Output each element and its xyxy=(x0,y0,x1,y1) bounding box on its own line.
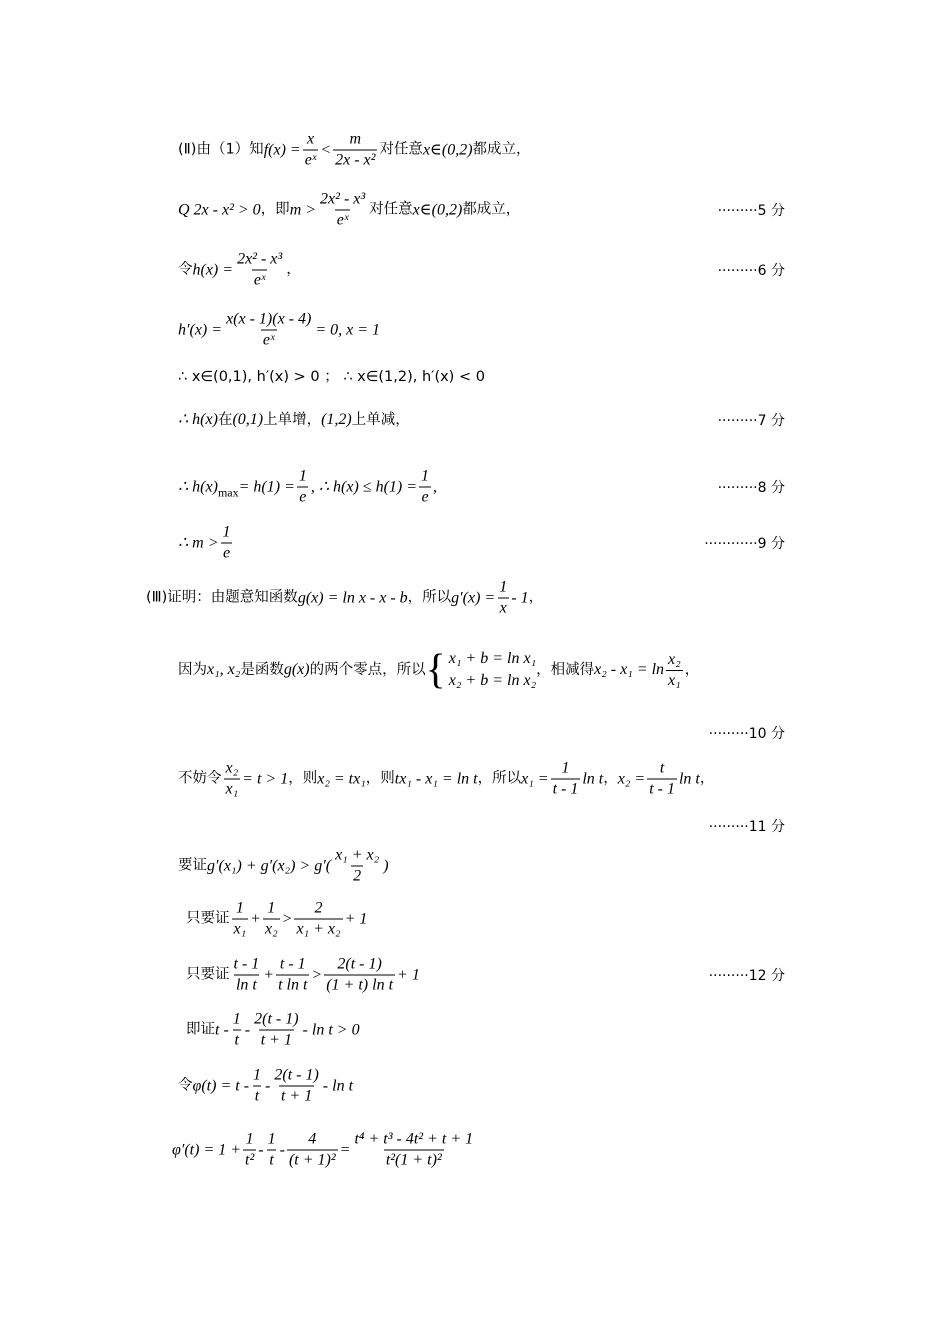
fraction xyxy=(497,580,509,617)
score-marker: ·········8 分 xyxy=(717,480,785,496)
line-content xyxy=(178,1068,353,1105)
text-run: - xyxy=(244,1021,251,1038)
text-run: ∴ m > xyxy=(178,534,219,551)
line-content xyxy=(186,1012,360,1049)
text-run: 令 xyxy=(178,261,193,278)
text-run: φ′(t) = 1 + xyxy=(172,1141,242,1158)
text-run: 在 xyxy=(217,411,233,428)
fraction xyxy=(297,469,309,506)
text-run: ，所以 xyxy=(407,589,452,606)
text-run: - 1 xyxy=(511,589,529,606)
fraction-denominator: eˣ xyxy=(262,331,275,349)
fraction-numerator: 1 xyxy=(245,1130,254,1148)
equation-row: x₂ + b = ln x₂ xyxy=(448,672,537,689)
text-run: = t > 1 xyxy=(242,770,289,787)
fraction xyxy=(272,1068,320,1105)
fraction-numerator: 2(t - 1) xyxy=(254,1010,299,1028)
fraction-numerator: 1 xyxy=(232,1010,241,1028)
text-run: g(x) xyxy=(283,661,310,678)
text-run: ，所以 xyxy=(477,770,522,787)
text-run: ， xyxy=(286,261,301,278)
fraction xyxy=(647,761,677,798)
fraction-numerator: 1 xyxy=(253,1066,262,1084)
fraction-numerator: 1 xyxy=(222,523,231,541)
line-content xyxy=(186,901,367,938)
fraction xyxy=(419,469,431,506)
text-run: 上单增， xyxy=(263,411,322,428)
text-run: m > xyxy=(289,201,317,218)
fraction-denominator: t xyxy=(269,1151,274,1169)
fraction-denominator: x₂ xyxy=(264,920,278,938)
line-content xyxy=(178,761,714,798)
line-content xyxy=(178,312,380,349)
text-run: ) xyxy=(383,857,389,874)
equation-row: x₁ + b = ln x₁ xyxy=(448,650,537,667)
fraction xyxy=(276,957,309,994)
line-content xyxy=(178,649,699,691)
text-run: , xyxy=(433,478,438,495)
fraction-denominator: e xyxy=(421,488,429,506)
text-run: ∴ x∈(0,1), h′(x) > 0 ； ∴ x∈(1,2), h′(x) < 0 xyxy=(178,368,485,385)
text-run: 因为 xyxy=(178,661,207,678)
fraction-denominator: (1 + t) ln t xyxy=(326,976,394,994)
text-run: 上单减， xyxy=(351,411,410,428)
fraction-denominator: x₁ xyxy=(233,920,247,938)
fraction-denominator: eˣ xyxy=(304,151,317,169)
text-run: ln t xyxy=(582,770,604,787)
text-run: tx₁ - x₁ = ln t xyxy=(394,770,478,787)
fraction-denominator: t²(1 + t)² xyxy=(385,1151,442,1169)
text-run: g(x) = ln x - x - b xyxy=(297,589,408,606)
score-marker: ·········11 分 xyxy=(708,819,785,835)
fraction-denominator: t - 1 xyxy=(552,780,579,798)
fraction-numerator: t - 1 xyxy=(279,955,306,973)
fraction xyxy=(551,761,581,798)
fraction-numerator: x₁ + x₂ xyxy=(335,846,380,864)
text-run: g′(x) = xyxy=(451,589,496,606)
fraction-numerator: 1 xyxy=(561,759,570,777)
fraction xyxy=(333,132,377,169)
fraction-denominator: t xyxy=(254,1087,260,1105)
fraction xyxy=(252,1012,300,1049)
text-run: x∈(0,2) xyxy=(412,201,463,218)
fraction-denominator: x₁ + x₂ xyxy=(296,920,341,938)
fraction-denominator: t + 1 xyxy=(260,1031,292,1049)
fraction-numerator: 2x² - x³ xyxy=(320,190,366,208)
fraction xyxy=(221,525,233,562)
text-run: ，则 xyxy=(288,770,318,787)
fraction-numerator: 2x² - x³ xyxy=(237,250,283,268)
text-run: (Ⅱ)由（1）知 xyxy=(178,141,264,158)
fraction-numerator: 1 xyxy=(499,578,508,596)
fraction-numerator: x xyxy=(306,130,315,148)
fraction-denominator: (t + 1)² xyxy=(288,1151,336,1169)
text-run: > xyxy=(311,966,323,983)
text-run: ln t xyxy=(678,770,700,787)
fraction xyxy=(666,652,683,689)
fraction-numerator: 4 xyxy=(308,1130,317,1148)
text-run: 是函数 xyxy=(240,661,284,678)
line-content xyxy=(178,252,301,289)
fraction-denominator: t + 1 xyxy=(280,1087,313,1105)
fraction-denominator: e xyxy=(299,488,307,506)
text-run: 对任意 xyxy=(379,141,423,158)
fraction xyxy=(303,132,319,169)
fraction xyxy=(224,761,241,798)
text-run: φ(t) = t - xyxy=(192,1077,250,1094)
text-run: + 1 xyxy=(397,966,420,983)
text-run: Q 2x - x² > 0 xyxy=(178,201,261,218)
fraction-numerator: t xyxy=(659,759,665,777)
fraction-numerator: x(x - 1)(x - 4) xyxy=(226,310,312,328)
fraction xyxy=(287,1132,338,1169)
text-run: = 0, x = 1 xyxy=(315,321,381,338)
text-run: 都成立， xyxy=(472,141,531,158)
text-run: > xyxy=(281,910,293,927)
score-marker: ·········7 分 xyxy=(717,413,785,429)
fraction xyxy=(352,1132,475,1169)
fraction xyxy=(263,901,280,938)
fraction xyxy=(232,957,262,994)
text-run: f(x) = xyxy=(263,141,301,158)
fraction-numerator: 1 xyxy=(421,467,430,485)
fraction xyxy=(235,252,284,289)
line-content xyxy=(178,412,410,428)
fraction-numerator: t⁴ + t³ - 4t² + t + 1 xyxy=(354,1130,474,1148)
score-marker: ············9 分 xyxy=(704,536,785,552)
fraction-numerator: 1 xyxy=(298,467,307,485)
fraction-denominator: eˣ xyxy=(336,211,349,229)
text-run: x₁ = xyxy=(521,770,549,787)
text-run: ， xyxy=(603,770,618,787)
fraction-denominator: x xyxy=(499,599,507,617)
fraction xyxy=(231,1012,243,1049)
fraction xyxy=(251,1068,263,1105)
text-run: x₂ = xyxy=(617,770,646,787)
text-run: - xyxy=(279,1141,285,1158)
line-content xyxy=(146,580,543,617)
text-run: ，相减得 xyxy=(536,661,595,678)
fraction-numerator: 2(t - 1) xyxy=(337,955,382,973)
text-run: ，即 xyxy=(260,201,290,218)
line-content xyxy=(186,957,420,994)
line-content xyxy=(178,132,531,169)
fraction-denominator: eˣ xyxy=(253,271,266,289)
text-run: - xyxy=(258,1141,264,1158)
text-run: ， xyxy=(684,661,700,678)
text-run: (0,1) xyxy=(232,411,264,428)
text-run: (1,2) xyxy=(321,411,352,428)
text-run: ， xyxy=(699,770,715,787)
line-content xyxy=(178,525,235,562)
text-run: 对任意 xyxy=(369,201,413,218)
fraction-denominator: t ln t xyxy=(278,976,308,994)
fraction xyxy=(266,1132,278,1169)
fraction-denominator: t - 1 xyxy=(649,780,675,798)
text-run: , ∴ h(x) ≤ h(1) = xyxy=(310,478,418,495)
text-run: 都成立， xyxy=(462,201,521,218)
text-run: h′(x) = xyxy=(178,321,223,338)
subscript-text: max xyxy=(217,485,239,499)
text-run: + 1 xyxy=(344,910,368,927)
text-run: = xyxy=(339,1141,351,1158)
text-run: 要证 xyxy=(178,857,207,874)
fraction-denominator: t xyxy=(234,1031,239,1049)
equation-system xyxy=(449,651,536,689)
line-content xyxy=(178,370,485,385)
fraction-denominator: 2x - x² xyxy=(335,151,376,169)
text-run: 即证 xyxy=(186,1021,215,1038)
score-marker: ·········5 分 xyxy=(717,203,785,219)
text-run: - ln t xyxy=(322,1077,354,1094)
fraction-numerator: x₂ xyxy=(225,759,239,777)
text-run: 不妨令 xyxy=(178,770,222,787)
text-run: ，则 xyxy=(365,770,395,787)
fraction xyxy=(224,312,313,349)
fraction-numerator: 2(t - 1) xyxy=(274,1066,319,1084)
score-marker: ·········12 分 xyxy=(708,968,785,984)
text-run: 的两个零点，所以 xyxy=(309,661,426,678)
fraction xyxy=(294,901,342,938)
line-content xyxy=(178,469,437,506)
fraction xyxy=(243,1132,256,1169)
fraction xyxy=(232,901,249,938)
text-run: ∴ h(x) xyxy=(178,411,218,428)
text-run: ∴ h(x) xyxy=(178,478,218,495)
line-content xyxy=(178,848,389,885)
score-marker: ·········10 分 xyxy=(708,726,785,742)
text-run: < xyxy=(320,141,332,158)
text-run: x₂ = tx₁ xyxy=(317,770,366,787)
fraction-numerator: x₂ xyxy=(668,650,681,668)
text-run: h(x) = xyxy=(192,261,234,278)
fraction-numerator: m xyxy=(349,130,362,148)
line-content xyxy=(172,1132,477,1169)
fraction-numerator: t - 1 xyxy=(233,955,260,973)
text-run: ， xyxy=(528,589,544,606)
fraction-denominator: e xyxy=(222,544,231,562)
fraction xyxy=(324,957,395,994)
text-run: g′(x₁) + g′(x₂) > g′( xyxy=(207,857,332,874)
fraction-numerator: 1 xyxy=(267,899,276,917)
fraction-denominator: x₁ xyxy=(668,671,681,689)
fraction-denominator: ln t xyxy=(235,976,257,994)
fraction xyxy=(333,848,381,885)
score-marker: ·········6 分 xyxy=(717,263,785,279)
text-run: 只要证 xyxy=(186,910,230,927)
fraction xyxy=(318,192,367,229)
text-run: x₁, x₂ xyxy=(207,661,241,678)
text-run: - xyxy=(265,1077,271,1094)
text-run: t - xyxy=(215,1021,229,1038)
fraction-denominator: 2 xyxy=(353,867,362,885)
text-run: x∈(0,2) xyxy=(422,141,473,158)
text-run: 令 xyxy=(178,1077,193,1094)
text-run: (Ⅲ)证明：由题意知函数 xyxy=(146,589,298,606)
line-content xyxy=(178,192,520,229)
fraction-numerator: 1 xyxy=(235,899,244,917)
text-run: = h(1) = xyxy=(238,478,295,495)
text-run: + xyxy=(263,966,275,983)
text-run: - ln t > 0 xyxy=(302,1021,360,1038)
text-run: + xyxy=(250,910,261,927)
text-run: 只要证 xyxy=(186,966,230,983)
fraction-numerator: 2 xyxy=(314,899,323,917)
text-run: x₂ - x₁ = ln xyxy=(594,661,665,678)
fraction-denominator: x₁ xyxy=(225,780,239,798)
brace-icon: { xyxy=(425,647,446,693)
fraction-denominator: t² xyxy=(245,1151,255,1169)
fraction-numerator: 1 xyxy=(267,1130,276,1148)
